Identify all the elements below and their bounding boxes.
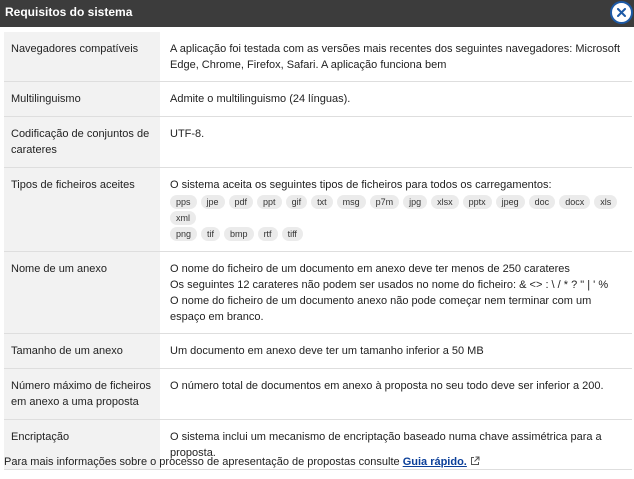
row-label: Nome de um anexo bbox=[4, 252, 160, 334]
file-type-badge: tiff bbox=[282, 227, 303, 241]
external-link-icon[interactable] bbox=[470, 456, 480, 466]
close-button[interactable] bbox=[610, 1, 633, 24]
row-value bbox=[160, 168, 632, 252]
row-value bbox=[160, 369, 632, 420]
file-type-badge: rtf bbox=[258, 227, 278, 241]
row-value-text: O nome do ficheiro de um documento em anexo deve ter menos de 250 carateres bbox=[170, 263, 570, 275]
file-type-badge: jpe bbox=[201, 195, 225, 209]
file-type-badge: gif bbox=[286, 195, 308, 209]
close-icon bbox=[617, 8, 626, 17]
row-value-text: O número total de documentos em anexo à proposta no seu todo deve ser inferior a 200. bbox=[170, 380, 604, 392]
file-type-badge: bmp bbox=[224, 227, 254, 241]
row-label: Navegadores compatíveis bbox=[4, 32, 160, 82]
row-value bbox=[160, 252, 632, 334]
row-value bbox=[160, 32, 632, 82]
row-value bbox=[160, 82, 632, 117]
file-type-badge: p7m bbox=[370, 195, 400, 209]
row-value-text: UTF-8. bbox=[170, 128, 205, 140]
file-type-badge: jpg bbox=[403, 195, 427, 209]
file-type-badge: xml bbox=[170, 211, 196, 225]
requirements-table bbox=[4, 32, 632, 470]
row-label: Codificação de conjuntos de carateres bbox=[4, 117, 160, 168]
row-value-text: O sistema inclui um mecanismo de encriptação baseado numa chave assimétrica para a proposta. bbox=[170, 431, 602, 459]
row-value bbox=[160, 117, 632, 168]
file-type-badge: ppt bbox=[257, 195, 282, 209]
file-type-badge: jpeg bbox=[496, 195, 525, 209]
row-label: Tipos de ficheiros aceites bbox=[4, 168, 160, 252]
table-row bbox=[4, 369, 632, 420]
table-row bbox=[4, 32, 632, 82]
footer-text: Para mais informações sobre o processo de apresentação de propostas consulte bbox=[4, 456, 400, 468]
table-row bbox=[4, 117, 632, 168]
file-type-badge: msg bbox=[337, 195, 366, 209]
file-type-badge: tif bbox=[201, 227, 220, 241]
row-label: Tamanho de um anexo bbox=[4, 334, 160, 369]
row-value-text: Os seguintes 12 carateres não podem ser usados no nome do ficheiro: & <> : \ / * ? " | ' % bbox=[170, 279, 609, 291]
file-type-badge: doc bbox=[529, 195, 556, 209]
row-value-text: O nome do ficheiro de um documento anexo não pode começar nem terminar com um espaço em branco. bbox=[170, 295, 592, 323]
file-type-badge: pps bbox=[170, 195, 197, 209]
file-type-badge: docx bbox=[559, 195, 590, 209]
row-label: Número máximo de ficheiros em anexo a uma proposta bbox=[4, 369, 160, 420]
row-label: Encriptação bbox=[4, 420, 160, 470]
table-row bbox=[4, 252, 632, 334]
footer-note bbox=[4, 455, 480, 469]
row-value bbox=[160, 334, 632, 369]
file-type-badge: png bbox=[170, 227, 197, 241]
row-value-text: O sistema aceita os seguintes tipos de ficheiros para todos os carregamentos: bbox=[170, 179, 552, 191]
table-row bbox=[4, 82, 632, 117]
table-row bbox=[4, 334, 632, 369]
row-value-text: Um documento em anexo deve ter um tamanho inferior a 50 MB bbox=[170, 345, 484, 357]
dialog-titlebar bbox=[0, 0, 634, 27]
file-type-badge: pptx bbox=[463, 195, 492, 209]
row-label: Multilinguismo bbox=[4, 82, 160, 117]
quick-guide-link[interactable]: Guia rápido. bbox=[402, 456, 467, 468]
row-value-text: A aplicação foi testada com as versões mais recentes dos seguintes navegadores: Microsoft Edge, Chrome, Firefox, Safari. A aplicação funciona bem bbox=[170, 43, 621, 71]
file-type-list bbox=[170, 195, 626, 243]
table-row bbox=[4, 168, 632, 252]
dialog-title: Requisitos do sistema bbox=[5, 5, 133, 19]
file-type-badge: txt bbox=[311, 195, 333, 209]
file-type-badge: xls bbox=[594, 195, 617, 209]
file-type-badge: pdf bbox=[229, 195, 254, 209]
row-value-text: Admite o multilinguismo (24 línguas). bbox=[170, 93, 351, 105]
file-type-badge: xlsx bbox=[431, 195, 459, 209]
